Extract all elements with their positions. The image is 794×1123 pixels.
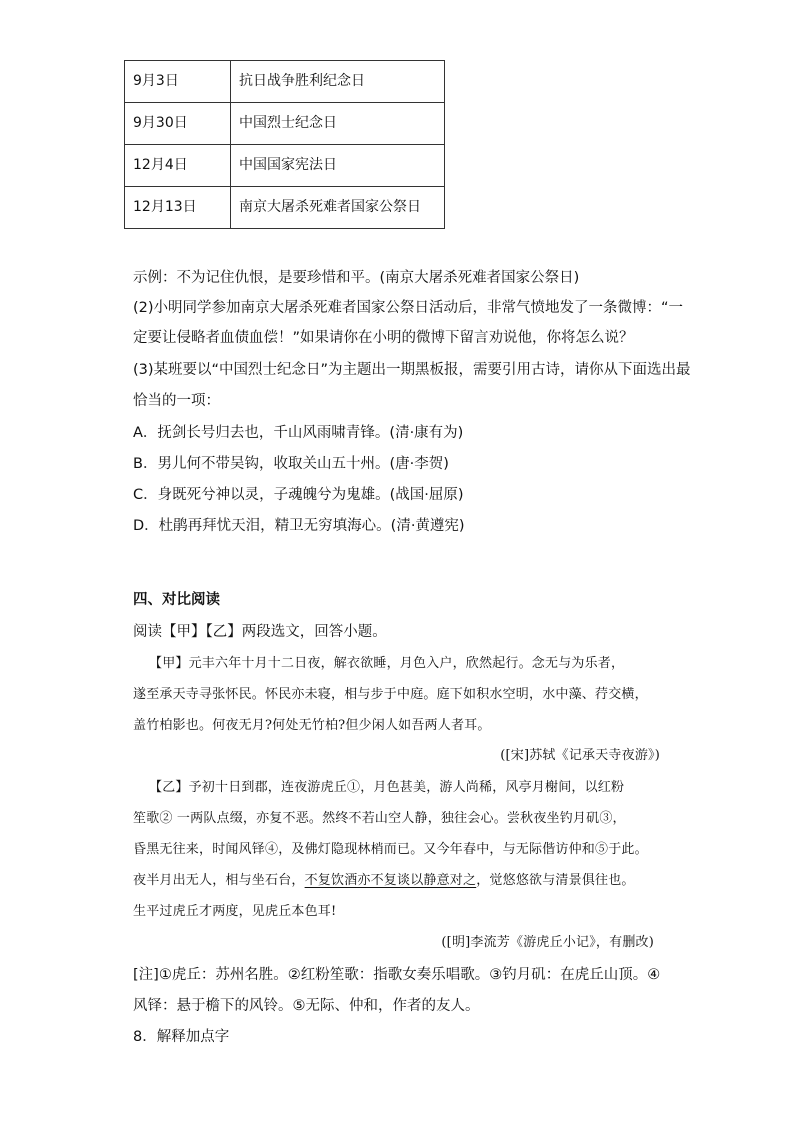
passage-yi-source: ([明]李流芳《游虎丘小记》，有删改) xyxy=(441,935,654,950)
table-row xyxy=(125,187,445,229)
question-3-line-1: (3)某班要以“中国烈士纪念日”为主题出一期黑板报，需要引用古诗，请你从下面选出最 xyxy=(133,362,691,378)
date-cell: 9月3日 xyxy=(125,61,231,103)
date-cell: 12月4日 xyxy=(125,145,231,187)
option-b: B．男儿何不带吴钩，收取关山五十州。(唐·李贺) xyxy=(133,456,449,472)
question-8: 8．解释加点字 xyxy=(133,1029,230,1045)
example-answer: 示例：不为记住仇恨，是要珍惜和平。(南京大屠杀死难者国家公祭日) xyxy=(133,270,580,286)
passage-yi-line-5: 生平过虎丘才两度，见虎丘本色耳! xyxy=(133,904,337,919)
passage-yi-line-2: 笙歌② 一两队点缀，亦复不恶。然终不若山空人静，独往会心。尝秋夜坐钓月矶③， xyxy=(133,811,626,826)
date-cell: 12月13日 xyxy=(125,187,231,229)
question-3-line-2: 恰当的一项： xyxy=(133,393,220,409)
option-d: D．杜鹃再拜忧天泪，精卫无穷填海心。(清·黄遵宪) xyxy=(133,518,465,534)
passage-jia-line-3: 盖竹柏影也。何夜无月?何处无竹柏?但少闲人如吾两人者耳。 xyxy=(133,718,491,733)
table-row xyxy=(125,103,445,145)
passage-yi-line-4-end: ，觉悠悠欲与清景俱往也。 xyxy=(476,873,635,888)
section-heading: 四、对比阅读 xyxy=(133,592,220,608)
section-intro: 阅读【甲】【乙】两段选文，回答小题。 xyxy=(133,624,387,640)
passage-jia-line-1: 【甲】元丰六年十月十二日夜，解衣欲睡，月色入户，欣然起行。念无与为乐者， xyxy=(149,656,625,671)
event-cell: 中国烈士纪念日 xyxy=(231,103,445,145)
option-a: A．抚剑长号归去也，千山风雨啸青锋。(清·康有为) xyxy=(133,425,464,441)
passage-yi-line-4-start: 夜半月出无人，相与坐石台， xyxy=(133,873,305,888)
notes-line-1: [注]①虎丘：苏州名胜。②红粉笙歌：指歌女奏乐唱歌。③钓月矶：在虎丘山顶。④ xyxy=(133,967,661,983)
question-2-line-1: (2)小明同学参加南京大屠杀死难者国家公祭日活动后，非常气愤地发了一条微博：“一 xyxy=(133,300,684,316)
passage-yi-line-3: 昏黑无往来，时闻风铎④，及佛灯隐现林梢而已。又今年春中，与无际偕访仲和⑤于此。 xyxy=(133,842,648,857)
underlined-sentence: 不复饮酒亦不复谈以静意对之 xyxy=(304,873,477,888)
notes-line-2: 风铎：悬于檐下的风铃。⑤无际、仲和，作者的友人。 xyxy=(133,998,480,1014)
passage-jia-source: ([宋]苏轼《记承天寺夜游》) xyxy=(500,748,660,763)
table-row xyxy=(125,61,445,103)
question-2-line-2: 定要让侵略者血债血偿！”如果请你在小明的微博下留言劝说他，你将怎么说？ xyxy=(133,330,634,346)
event-cell: 南京大屠杀死难者国家公祭日 xyxy=(231,187,445,229)
table-row xyxy=(125,145,445,187)
date-cell: 9月30日 xyxy=(125,103,231,145)
event-cell: 抗日战争胜利纪念日 xyxy=(231,61,445,103)
passage-yi-line-4 xyxy=(133,871,635,891)
passage-jia-line-2: 遂至承天寺寻张怀民。怀民亦未寝，相与步于中庭。庭下如积水空明，水中藻、荇交横， xyxy=(133,687,648,702)
event-cell: 中国国家宪法日 xyxy=(231,145,445,187)
option-c: C．身既死兮神以灵，子魂魄兮为鬼雄。(战国·屈原) xyxy=(133,487,464,503)
memorial-days-table xyxy=(124,60,445,229)
passage-yi-line-1: 【乙】予初十日到郡，连夜游虎丘①，月色甚美，游人尚稀，风亭月榭间，以红粉 xyxy=(149,780,625,795)
